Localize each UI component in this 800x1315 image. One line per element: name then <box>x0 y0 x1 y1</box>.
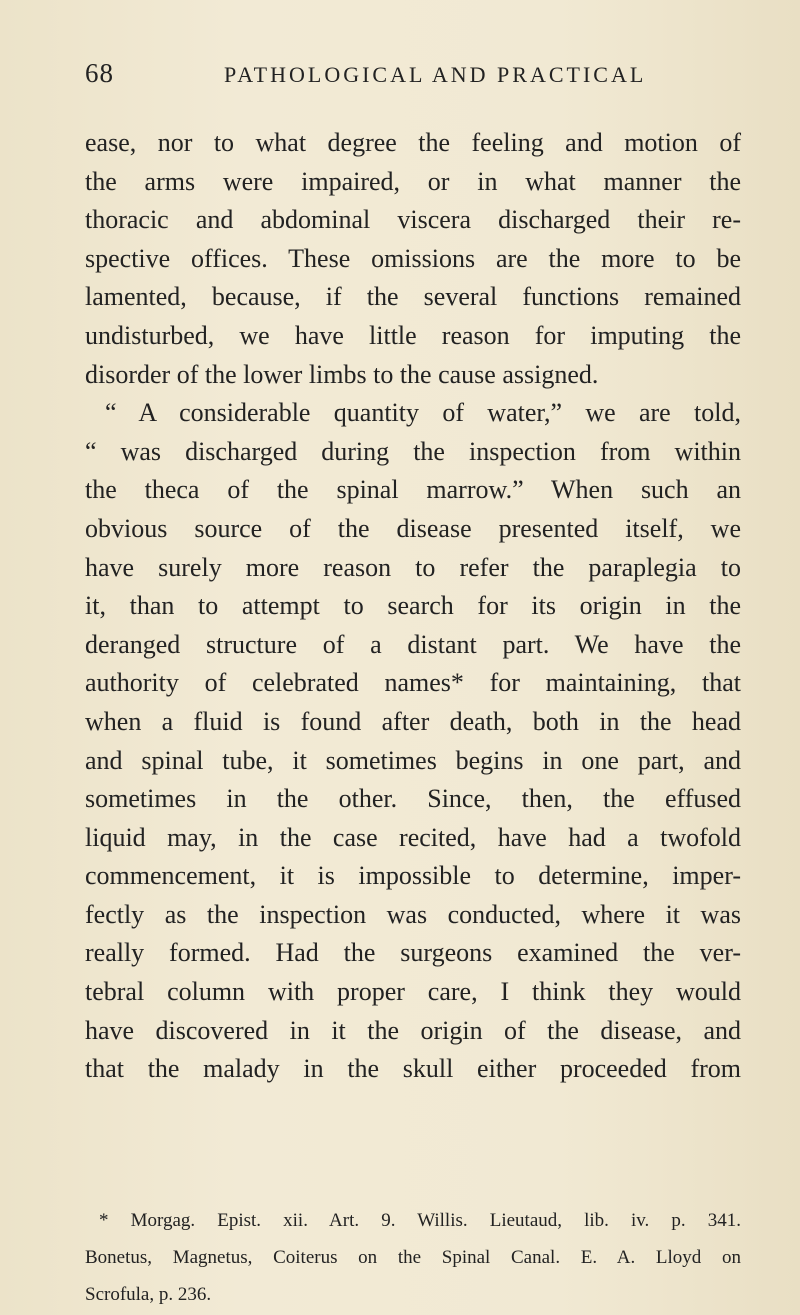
text-line: the theca of the spinal marrow.” When such an <box>85 475 741 505</box>
text-line: obvious source of the disease presented itself, we <box>85 513 741 543</box>
text-line: and spinal tube, it sometimes begins in one part, and <box>85 745 741 775</box>
running-head: PATHOLOGICAL AND PRACTICAL <box>224 62 647 87</box>
text-line: liquid may, in the case recited, have had a twofold <box>85 822 741 852</box>
text-line: sometimes in the other. Since, then, the effused <box>85 784 741 814</box>
body-text <box>85 124 741 1089</box>
footnote-line: Scrofula, p. 236. <box>85 1284 212 1305</box>
text-line: tebral column with proper care, I think they would <box>85 977 741 1007</box>
text-line: the arms were impaired, or in what manner the <box>85 166 741 196</box>
text-line: it, than to attempt to search for its origin in the <box>85 591 741 621</box>
text-line: commencement, it is impossible to determine, imper- <box>85 861 741 891</box>
page-header <box>85 58 725 94</box>
text-line: undisturbed, we have little reason for imputing the <box>85 320 741 350</box>
footnote-line: Bonetus, Magnetus, Coiterus on the Spinal Canal. E. A. Lloyd on <box>85 1247 741 1268</box>
text-line: have discovered in it the origin of the disease, and <box>85 1015 741 1045</box>
text-line: ease, nor to what degree the feeling and motion of <box>85 128 741 157</box>
text-line: disorder of the lower limbs to the cause assigned. <box>85 359 599 389</box>
text-line: have surely more reason to refer the paraplegia to <box>85 552 741 582</box>
text-line: “ was discharged during the inspection from within <box>85 436 741 466</box>
text-line: thoracic and abdominal viscera discharged their re- <box>85 205 741 235</box>
text-line: lamented, because, if the several functions remained <box>85 282 741 312</box>
text-line: “ A considerable quantity of water,” we are told, <box>105 398 741 428</box>
text-line: deranged structure of a distant part. We have the <box>85 629 741 659</box>
text-line: authority of celebrated names* for maintaining, that <box>85 668 741 698</box>
footnotes <box>85 1202 741 1313</box>
text-line: really formed. Had the surgeons examined the ver- <box>85 938 741 968</box>
footnote-line: * Morgag. Epist. xii. Art. 9. Willis. Lieutaud, lib. iv. p. 341. <box>99 1210 741 1231</box>
text-line: spective offices. These omissions are the more to be <box>85 243 741 273</box>
text-line: fectly as the inspection was conducted, where it was <box>85 899 741 929</box>
page-number: 68 <box>85 58 114 88</box>
text-line: that the malady in the skull either proceeded from <box>85 1054 741 1084</box>
text-line: when a fluid is found after death, both in the head <box>85 706 741 736</box>
